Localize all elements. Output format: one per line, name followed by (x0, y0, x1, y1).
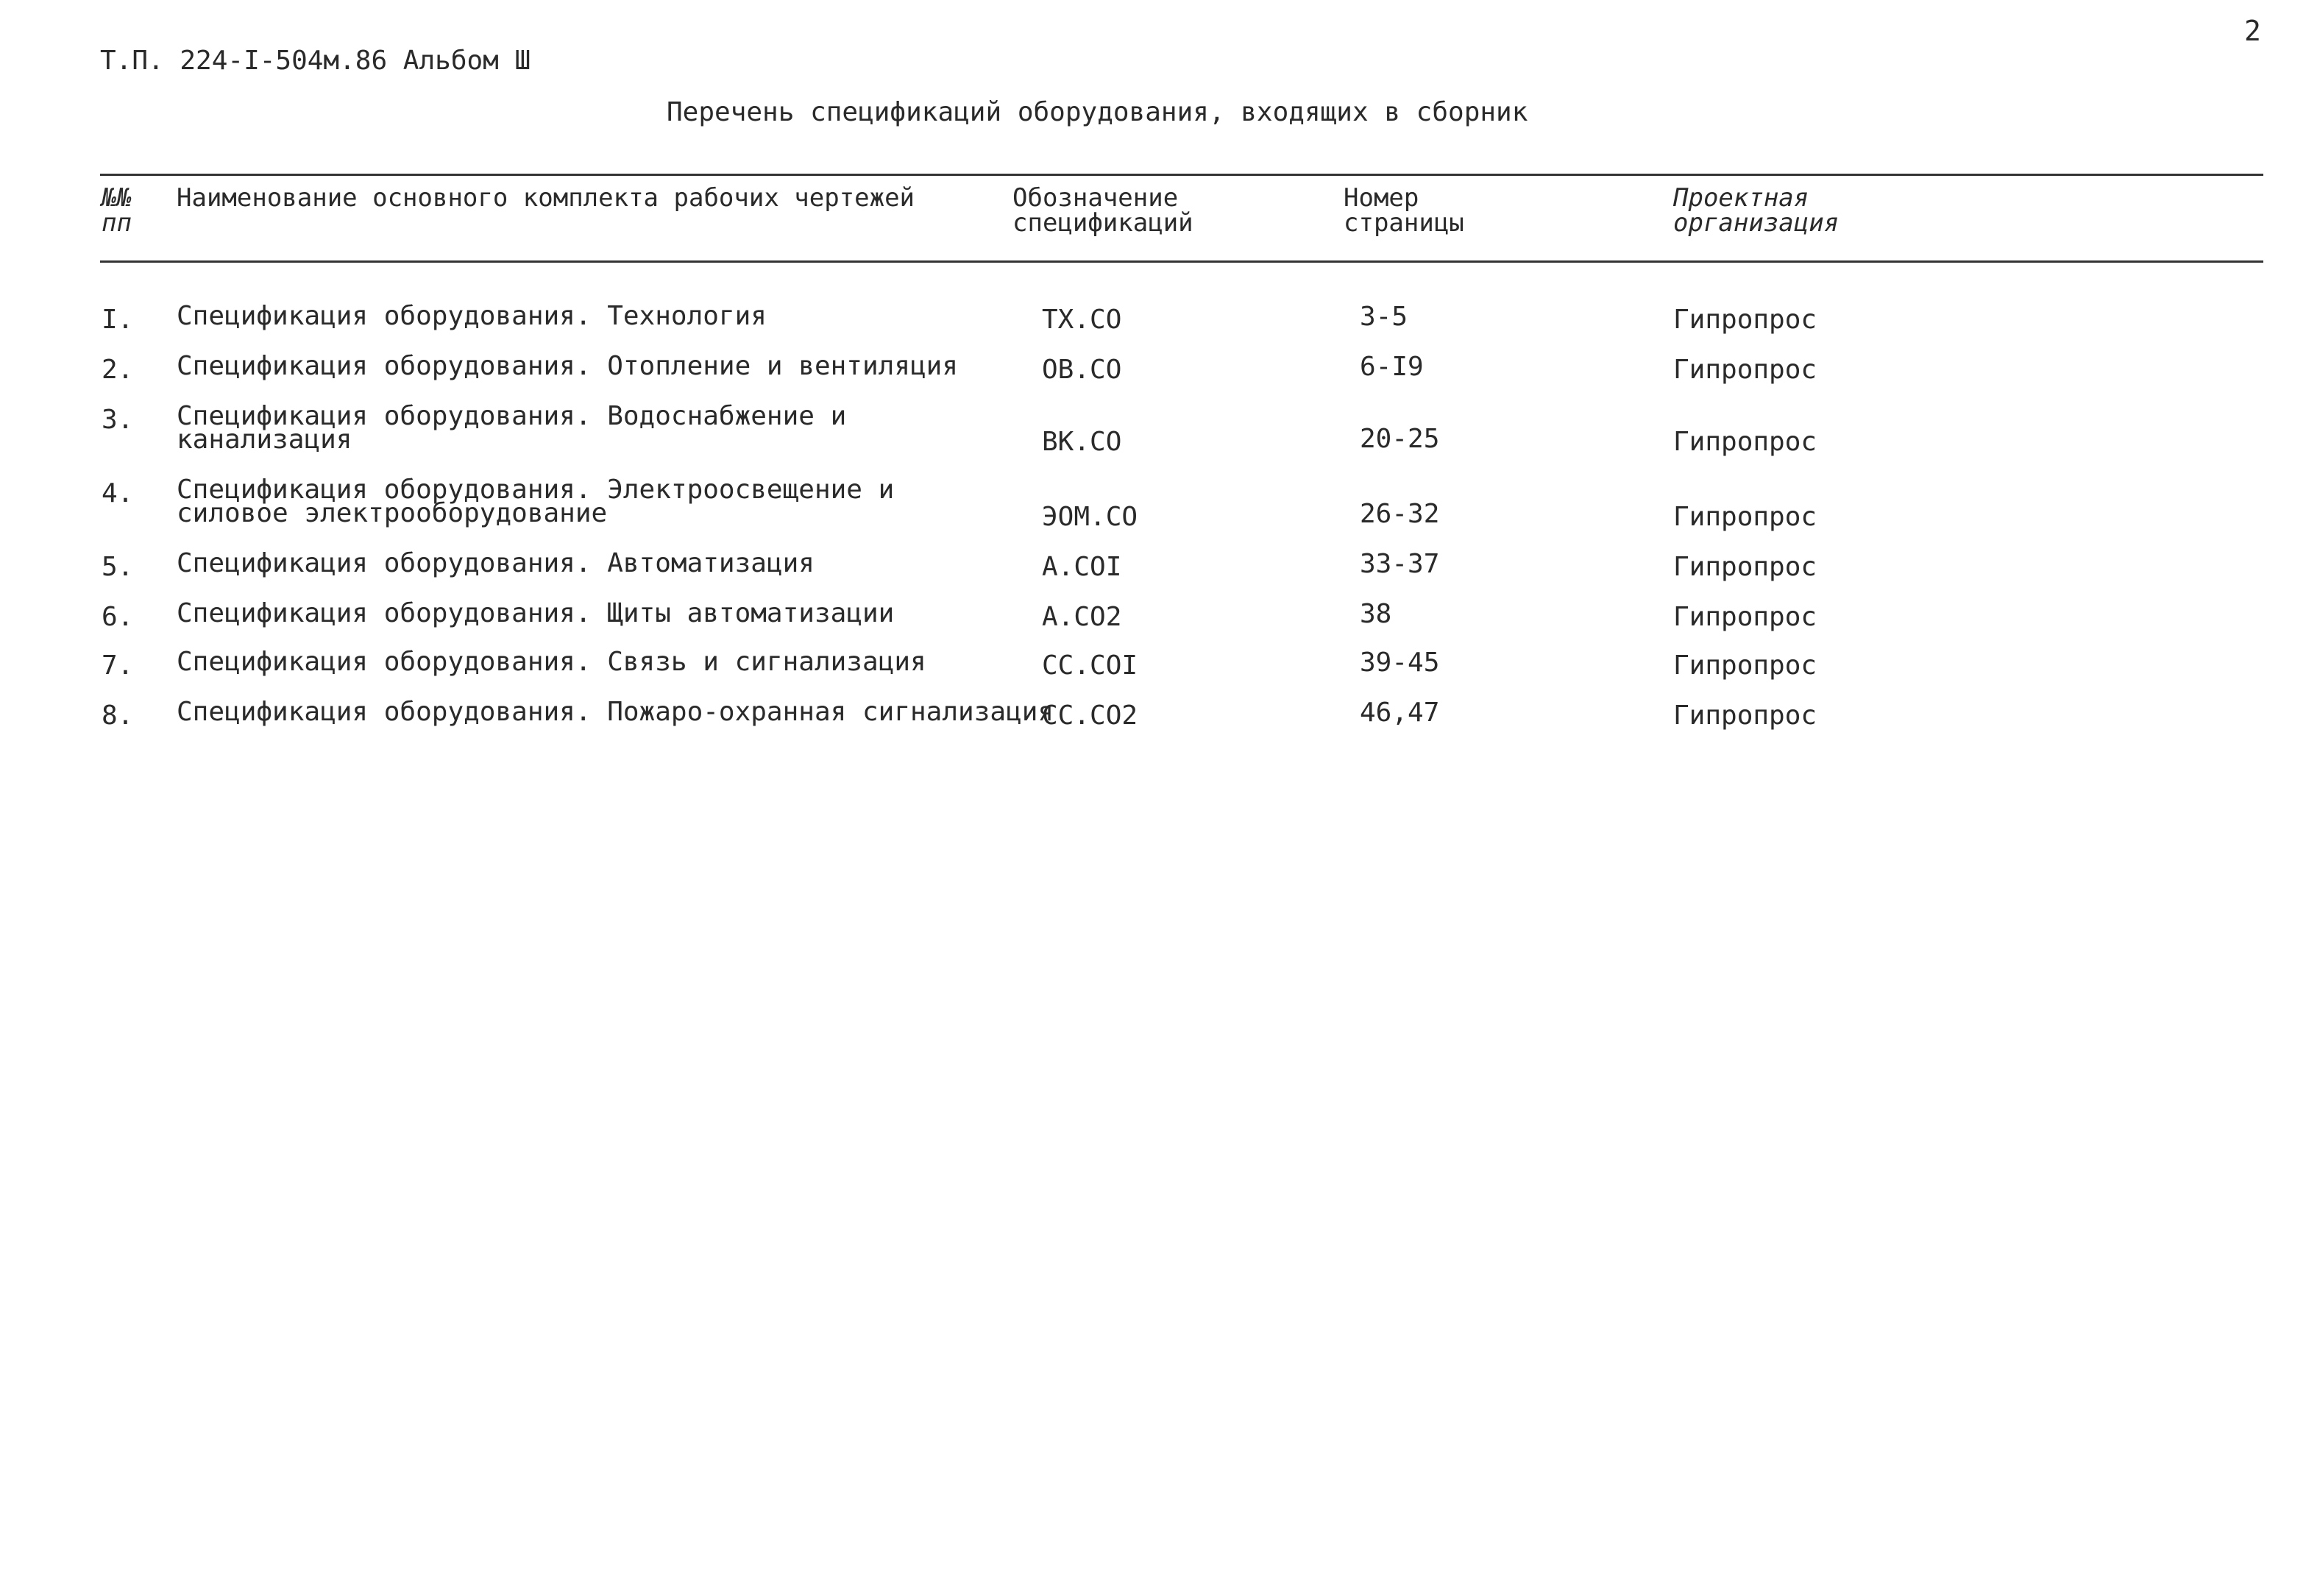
row-page: 38 (1360, 599, 1392, 629)
row-number: I. (102, 305, 134, 335)
row-code: А.СО2 (1042, 602, 1122, 632)
header-code (1012, 183, 1193, 238)
row-organization: Гипропрос (1673, 355, 1817, 385)
row-code: СС.СОI (1042, 650, 1138, 681)
row-page: 39-45 (1360, 648, 1440, 678)
row-name-line: Спецификация оборудования. Отопление и вентиляция (177, 351, 959, 381)
row-number: 6. (102, 602, 134, 632)
header-name (177, 183, 915, 213)
row-name (177, 301, 767, 331)
row-code: ЭОМ.СО (1042, 502, 1138, 532)
row-page: 20-25 (1360, 424, 1440, 454)
row-organization: Гипропрос (1673, 602, 1817, 632)
row-organization: Гипропрос (1673, 701, 1817, 731)
row-page: 33-37 (1360, 549, 1440, 579)
header-organization-line: организация (1673, 208, 1840, 238)
row-organization: Гипропрос (1673, 305, 1817, 335)
table-header-rule (100, 260, 2263, 263)
document-code: Т.П. 224-I-504м.86 Альбом Ш (100, 46, 531, 76)
header-number-line: №№ (102, 183, 132, 213)
table-top-rule (100, 174, 2263, 176)
row-name (177, 475, 895, 528)
row-number: 3. (102, 405, 134, 435)
header-organization (1673, 183, 1840, 238)
row-page: 3-5 (1360, 302, 1408, 332)
row-number: 5. (102, 552, 134, 582)
row-code: А.СОI (1042, 552, 1122, 582)
row-number: 8. (102, 701, 134, 731)
row-name (177, 548, 815, 578)
row-page: 46,47 (1360, 698, 1440, 728)
header-page-line: страницы (1344, 208, 1464, 238)
header-number (102, 183, 132, 238)
row-code: ОВ.СО (1042, 355, 1122, 385)
row-code: ТХ.СО (1042, 305, 1122, 335)
row-name-line: Спецификация оборудования. Технология (177, 301, 767, 331)
row-name-line: Спецификация оборудования. Электроосвещение и (177, 475, 895, 505)
row-name (177, 598, 895, 628)
row-organization: Гипропрос (1673, 427, 1817, 457)
row-organization: Гипропрос (1673, 552, 1817, 582)
row-name (177, 697, 1054, 727)
row-name (177, 401, 847, 455)
row-name (177, 647, 926, 677)
row-name-line: Спецификация оборудования. Щиты автоматизации (177, 598, 895, 628)
header-name-line: Наименование основного комплекта рабочих чертежей (177, 183, 915, 213)
header-code-line: спецификаций (1012, 208, 1193, 238)
row-number: 4. (102, 478, 134, 508)
row-name-line: силовое электрооборудование (177, 498, 608, 528)
row-code: СС.СО2 (1042, 701, 1138, 731)
page-title: Перечень спецификаций оборудования, входящих в сборник (667, 97, 1528, 127)
header-number-line: пп (102, 208, 132, 238)
row-organization: Гипропрос (1673, 502, 1817, 532)
header-page (1344, 183, 1464, 238)
row-organization: Гипропрос (1673, 650, 1817, 681)
header-page-line: Номер (1344, 183, 1419, 213)
row-name-line: Спецификация оборудования. Водоснабжение и (177, 401, 847, 431)
row-page: 6-I9 (1360, 352, 1424, 382)
row-number: 7. (102, 650, 134, 681)
row-name-line: канализация (177, 425, 352, 455)
page-number: 2 (2244, 15, 2261, 47)
row-name-line: Спецификация оборудования. Пожаро-охранная сигнализация (177, 697, 1054, 727)
row-page: 26-32 (1360, 499, 1440, 529)
row-name (177, 351, 959, 381)
row-name-line: Спецификация оборудования. Связь и сигнализация (177, 647, 926, 677)
row-number: 2. (102, 355, 134, 385)
header-code-line: Обозначение (1012, 183, 1179, 213)
header-organization-line: Проектная (1673, 183, 1809, 213)
row-name-line: Спецификация оборудования. Автоматизация (177, 548, 815, 578)
row-code: ВК.СО (1042, 427, 1122, 457)
